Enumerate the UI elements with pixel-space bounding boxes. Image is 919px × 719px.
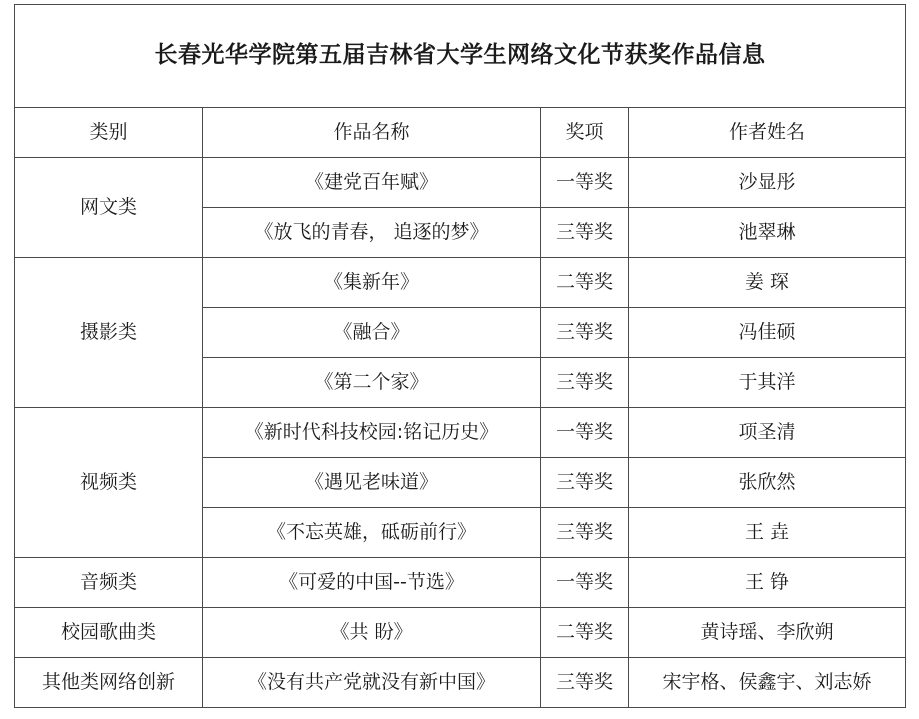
work-cell: 《不忘英雄，砥砺前行》 (203, 508, 541, 558)
award-cell: 一等奖 (541, 158, 629, 208)
author-cell: 王 铮 (629, 558, 906, 608)
award-table (14, 4, 906, 708)
work-cell: 《共 盼》 (203, 608, 541, 658)
author-cell: 王 垚 (629, 508, 906, 558)
award-cell: 一等奖 (541, 408, 629, 458)
table-row (15, 608, 906, 658)
table-row (15, 658, 906, 708)
work-cell: 《第二个家》 (203, 358, 541, 408)
work-cell: 《放飞的青春， 追逐的梦》 (203, 208, 541, 258)
header-category: 类别 (15, 108, 203, 158)
header-work: 作品名称 (203, 108, 541, 158)
work-cell: 《融合》 (203, 308, 541, 358)
author-cell: 冯佳硕 (629, 308, 906, 358)
award-cell: 三等奖 (541, 308, 629, 358)
table-title: 长春光华学院第五届吉林省大学生网络文化节获奖作品信息 (15, 5, 906, 108)
award-cell: 三等奖 (541, 358, 629, 408)
work-cell: 《可爱的中国--节选》 (203, 558, 541, 608)
author-cell: 沙显彤 (629, 158, 906, 208)
award-cell: 三等奖 (541, 508, 629, 558)
work-cell: 《没有共产党就没有新中国》 (203, 658, 541, 708)
author-cell: 黄诗瑶、李欣朔 (629, 608, 906, 658)
author-cell: 姜 琛 (629, 258, 906, 308)
category-cell: 音频类 (15, 558, 203, 608)
author-cell: 于其洋 (629, 358, 906, 408)
award-table-sheet (14, 4, 905, 711)
award-cell: 二等奖 (541, 608, 629, 658)
header-author: 作者姓名 (629, 108, 906, 158)
table-row (15, 558, 906, 608)
table-row (15, 158, 906, 208)
work-cell: 《集新年》 (203, 258, 541, 308)
category-cell: 网文类 (15, 158, 203, 258)
category-cell: 其他类网络创新 (15, 658, 203, 708)
header-award: 奖项 (541, 108, 629, 158)
category-cell: 摄影类 (15, 258, 203, 408)
work-cell: 《新时代科技校园:铭记历史》 (203, 408, 541, 458)
table-row (15, 408, 906, 458)
header-row (15, 108, 906, 158)
award-cell: 二等奖 (541, 258, 629, 308)
author-cell: 张欣然 (629, 458, 906, 508)
award-cell: 一等奖 (541, 558, 629, 608)
author-cell: 项圣清 (629, 408, 906, 458)
work-cell: 《遇见老味道》 (203, 458, 541, 508)
work-cell: 《建党百年赋》 (203, 158, 541, 208)
award-cell: 三等奖 (541, 208, 629, 258)
category-cell: 校园歌曲类 (15, 608, 203, 658)
award-cell: 三等奖 (541, 658, 629, 708)
award-cell: 三等奖 (541, 458, 629, 508)
author-cell: 池翠琳 (629, 208, 906, 258)
author-cell: 宋宇格、侯鑫宇、刘志娇 (629, 658, 906, 708)
category-cell: 视频类 (15, 408, 203, 558)
table-row (15, 258, 906, 308)
